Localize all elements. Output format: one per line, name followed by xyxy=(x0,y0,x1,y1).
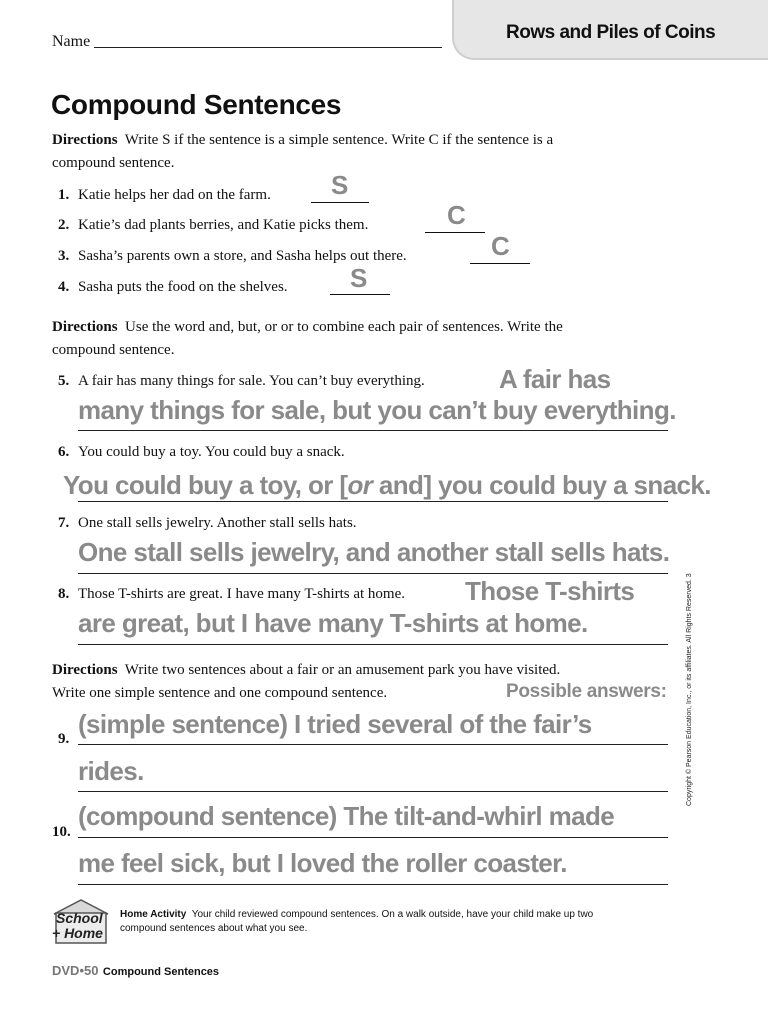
directions-text: compound sentence. xyxy=(52,342,175,358)
name-label: Name xyxy=(52,33,91,50)
item-text: One stall sells jewelry. Another stall sells hats. xyxy=(78,515,357,531)
tab-title: Rows and Piles of Coins xyxy=(506,22,716,43)
item-number: 1. xyxy=(58,187,70,203)
directions-text: Write two sentences about a fair or an amusement park you have visited. xyxy=(124,662,561,678)
answer-line[interactable] xyxy=(311,202,369,203)
answer-line[interactable] xyxy=(78,884,668,885)
answer-line[interactable] xyxy=(330,294,390,295)
answer-text: C xyxy=(491,231,510,261)
item-text: A fair has many things for sale. You can’t buy everything. xyxy=(78,373,425,389)
directions-text: Write S if the sentence is a simple sentence. Write C if the sentence is a xyxy=(124,132,554,148)
answer-text: C xyxy=(447,200,466,230)
answer-text: A fair has xyxy=(499,364,611,394)
answer-line[interactable] xyxy=(470,263,530,264)
name-line[interactable] xyxy=(94,47,442,48)
home-activity-text: compound sentences about what you see. xyxy=(120,923,308,934)
answer-line[interactable] xyxy=(78,573,668,574)
answer-text: are great, but I have many T-shirts at home. xyxy=(78,608,588,638)
answer-line[interactable] xyxy=(78,430,668,431)
item-text: Katie helps her dad on the farm. xyxy=(78,187,271,203)
item-text: Sasha puts the food on the shelves. xyxy=(78,279,288,295)
home-activity xyxy=(120,908,593,936)
page-footer-title: Compound Sentences xyxy=(102,966,220,978)
item-number: 9. xyxy=(58,731,70,747)
directions-text: compound sentence. xyxy=(52,155,175,171)
answer-text: (simple sentence) I tried several of the fair’s xyxy=(78,709,592,739)
directions-2 xyxy=(52,316,692,362)
directions-label: Directions xyxy=(52,662,118,678)
answer-part: You could buy a toy, or [ xyxy=(63,470,348,500)
item-text: Those T-shirts are great. I have many T-shirts at home. xyxy=(78,586,406,602)
answer-text: S xyxy=(331,170,348,200)
logo-school-text: School xyxy=(56,910,103,926)
page-footer xyxy=(52,962,219,980)
answer-line[interactable] xyxy=(78,744,668,745)
answer-part: and] you could buy a snack. xyxy=(372,470,711,500)
item-number: 6. xyxy=(58,444,70,460)
answer-line[interactable] xyxy=(78,644,668,645)
item-text: Sasha’s parents own a store, and Sasha helps out there. xyxy=(78,248,407,264)
school-home-logo xyxy=(50,898,112,946)
copyright-text: Copyright © Pearson Education, Inc., or its affiliates. All Rights Reserved. 3 xyxy=(686,573,693,806)
answer-text: (compound sentence) The tilt-and-whirl made xyxy=(78,801,615,831)
item-number: 7. xyxy=(58,515,70,531)
home-activity-text: Your child reviewed compound sentences. On a walk outside, have your child make up two xyxy=(191,909,594,920)
directions-text: Use the word and, but, or or to combine each pair of sentences. Write the xyxy=(125,319,563,335)
item-text: Katie’s dad plants berries, and Katie picks them. xyxy=(78,217,369,233)
directions-text: Write one simple sentence and one compound sentence. xyxy=(52,685,388,701)
possible-answers-label: Possible answers: xyxy=(506,681,667,702)
answer-text: me feel sick, but I loved the roller coaster. xyxy=(78,848,567,878)
directions-label: Directions xyxy=(52,132,118,148)
page-code: DVD•50 xyxy=(52,963,99,978)
answer-text: S xyxy=(350,263,367,293)
answer-line[interactable] xyxy=(78,501,668,502)
item-number: 3. xyxy=(58,248,70,264)
answer-part-italic: or xyxy=(347,470,373,500)
answer-line[interactable] xyxy=(78,837,668,838)
answer-text: One stall sells jewelry, and another stall sells hats. xyxy=(78,537,670,567)
answer-text: many things for sale, but you can’t buy everything. xyxy=(78,395,676,425)
page-title: Compound Sentences xyxy=(51,89,342,120)
item-number: 4. xyxy=(58,279,70,295)
logo-home-text: + Home xyxy=(52,925,103,941)
home-activity-label: Home Activity xyxy=(120,909,187,920)
answer-line[interactable] xyxy=(425,232,485,233)
item-number: 5. xyxy=(58,373,70,389)
answer-text xyxy=(63,470,711,501)
item-number: 10. xyxy=(52,824,71,840)
answer-text: rides. xyxy=(78,756,144,786)
directions-1 xyxy=(52,129,692,175)
item-text: You could buy a toy. You could buy a snack. xyxy=(78,444,345,460)
answer-line[interactable] xyxy=(78,791,668,792)
answer-text: Those T-shirts xyxy=(465,576,635,606)
item-number: 2. xyxy=(58,217,70,233)
directions-label: Directions xyxy=(52,319,118,335)
item-number: 8. xyxy=(58,586,70,602)
